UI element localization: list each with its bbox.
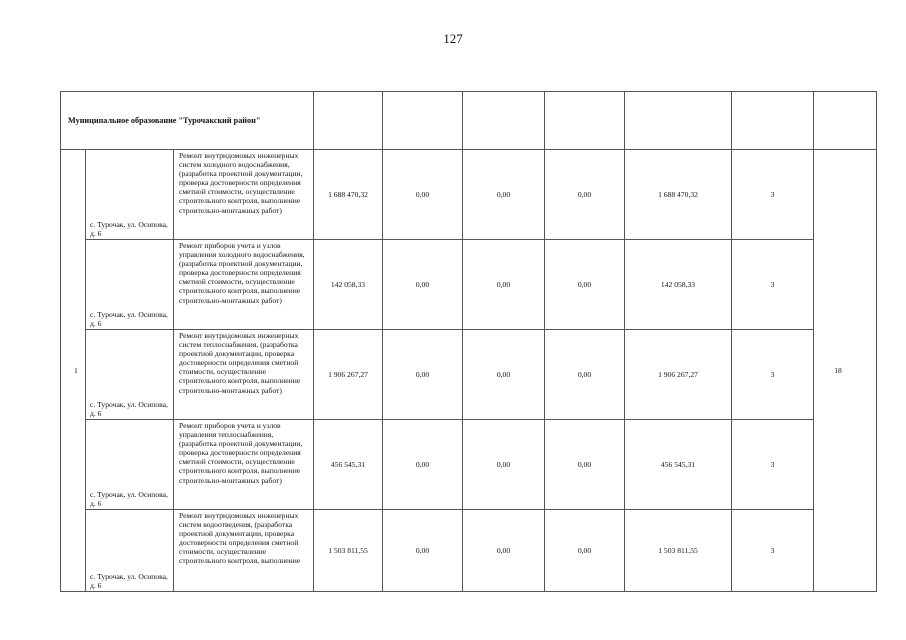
group-number: 1	[61, 150, 86, 592]
value-cell: 0,00	[545, 420, 625, 510]
total-cost-cell: 142 058,33	[625, 240, 732, 330]
count-cell: 3	[732, 420, 814, 510]
empty-cell	[814, 92, 877, 150]
value-cell: 0,00	[545, 510, 625, 592]
work-description: Ремонт внутридомовых инженерных систем холодного водоснабжения, (разработка проектной документации, проверка достоверности определения сметной стоимости, осуществление строительного контроля, выполнение строительно-монтажных работ)	[179, 151, 303, 215]
table-row	[61, 420, 877, 510]
work-description-cell	[174, 330, 314, 420]
value-cell: 0,00	[463, 420, 545, 510]
address-cell: с. Турочак, ул. Осипова, д. 6	[86, 240, 174, 330]
value-cell: 0,00	[545, 330, 625, 420]
address-cell: с. Турочак, ул. Осипова, д. 6	[86, 150, 174, 240]
cost-cell: 1 688 470,32	[314, 150, 383, 240]
value-cell: 0,00	[463, 510, 545, 592]
empty-cell	[545, 92, 625, 150]
value-cell: 0,00	[545, 240, 625, 330]
municipality-header-row	[61, 92, 877, 150]
address-cell: с. Турочак, ул. Осипова, д. 6	[86, 330, 174, 420]
cost-cell: 142 058,33	[314, 240, 383, 330]
work-description-cell	[174, 420, 314, 510]
address-cell: с. Турочак, ул. Осипова, д. 6	[86, 420, 174, 510]
repair-schedule-table	[60, 91, 877, 592]
work-description-cell	[174, 240, 314, 330]
value-cell: 0,00	[383, 420, 463, 510]
work-description: Ремонт внутридомовых инженерных систем теплоснабжения, (разработка проектной документации, проверка достоверности определения сметной стоимости, осуществление строительного контроля, выполнение строительно-монтажных работ)	[179, 331, 301, 395]
value-cell: 0,00	[383, 150, 463, 240]
count-cell: 3	[732, 510, 814, 592]
value-cell: 0,00	[463, 240, 545, 330]
work-description-cell	[174, 510, 314, 592]
empty-cell	[625, 92, 732, 150]
work-description: Ремонт приборов учета и узлов управления холодного водоснабжения, (разработка проектной документации, проверка достоверности определения сметной стоимости, осуществление строительного контроля, выполнение строительно-монтажных работ)	[179, 241, 305, 305]
value-cell: 0,00	[463, 150, 545, 240]
count-cell: 3	[732, 240, 814, 330]
work-description: Ремонт приборов учета и узлов управления теплоснабжения, (разработка проектной документации, проверка достоверности определения сметной стоимости, осуществление строительного контроля, выполнение строительно-монтажных работ)	[179, 421, 303, 485]
work-description-cell	[174, 150, 314, 240]
address-cell: с. Турочак, ул. Осипова, д. 6	[86, 510, 174, 592]
total-cost-cell: 1 503 811,55	[625, 510, 732, 592]
value-cell: 0,00	[383, 240, 463, 330]
empty-cell	[732, 92, 814, 150]
empty-cell	[314, 92, 383, 150]
table-row	[61, 510, 877, 592]
total-cost-cell: 456 545,31	[625, 420, 732, 510]
value-cell: 0,00	[545, 150, 625, 240]
municipality-title: Муниципальное образование "Турочакский район"	[61, 92, 314, 150]
empty-cell	[383, 92, 463, 150]
table-row	[61, 150, 877, 240]
total-cost-cell: 1 906 267,27	[625, 330, 732, 420]
page-number: 127	[443, 31, 463, 46]
table-row	[61, 330, 877, 420]
cost-cell: 1 503 811,55	[314, 510, 383, 592]
work-description: Ремонт внутридомовых инженерных систем водоотведения, (разработка проектной документации, проверка достоверности определения сметной стоимости, осуществление строительного контроля, выполнение	[179, 511, 301, 566]
count-cell: 3	[732, 150, 814, 240]
table-row	[61, 240, 877, 330]
total-cost-cell: 1 688 470,32	[625, 150, 732, 240]
cost-cell: 1 906 267,27	[314, 330, 383, 420]
value-cell: 0,00	[463, 330, 545, 420]
value-cell: 0,00	[383, 330, 463, 420]
value-cell: 0,00	[383, 510, 463, 592]
count-cell: 3	[732, 330, 814, 420]
cost-cell: 456 545,31	[314, 420, 383, 510]
group-total: 18	[814, 150, 877, 592]
empty-cell	[463, 92, 545, 150]
